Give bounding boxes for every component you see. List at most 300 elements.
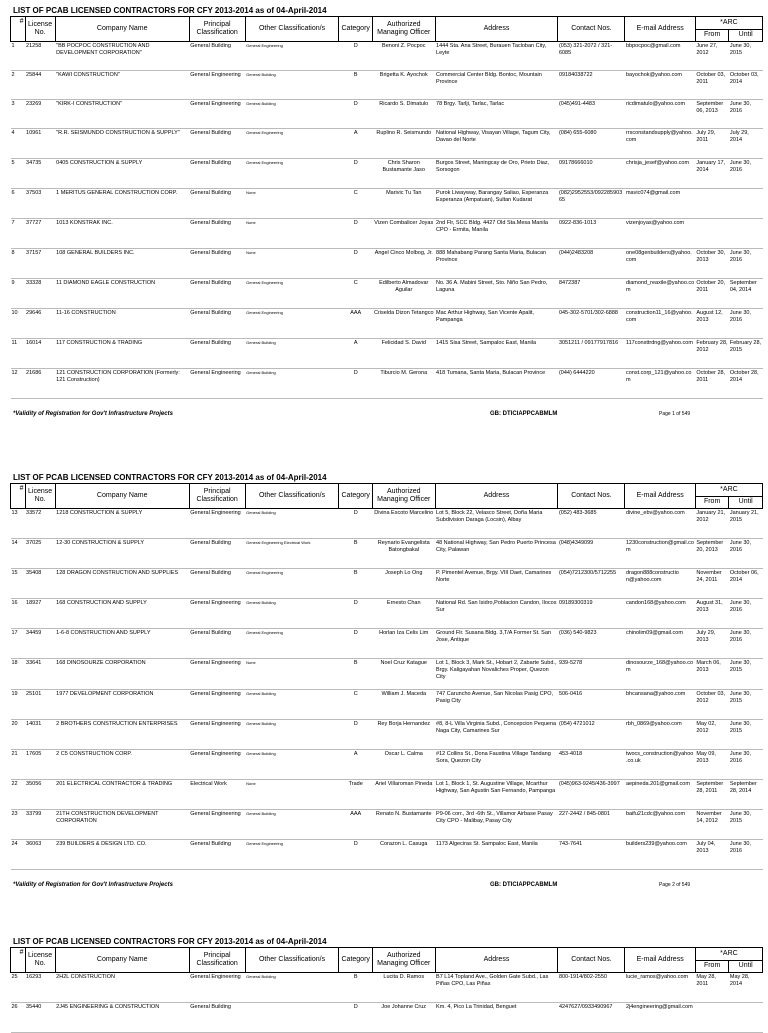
table-row	[11, 1003, 763, 1033]
license-number: 25101	[25, 690, 55, 720]
col-header-address: Address	[435, 484, 558, 509]
principal-classification: General Building	[189, 129, 245, 159]
license-number: 34459	[25, 629, 55, 659]
col-header-arc-until: Until	[729, 29, 763, 42]
address: No. 36 A. Mabini Street, Sto. Niño San Pedro, Laguna	[435, 279, 558, 309]
other-classification: None	[245, 659, 339, 690]
arc-from: January 17, 2014	[695, 159, 729, 189]
col-header-category: Category	[339, 484, 373, 509]
col-header-arc-until: Until	[729, 960, 763, 973]
table-row	[11, 249, 763, 279]
category: Trade	[339, 780, 373, 810]
row-number: 14	[11, 539, 26, 569]
principal-classification: General Building	[189, 629, 245, 659]
row-number: 12	[11, 369, 26, 399]
col-header-principal: Principal Classification	[189, 948, 245, 973]
managing-officer: Ariel Villaroman Pineda	[372, 780, 435, 810]
email-address: builders239@yahoo.com	[625, 840, 695, 870]
arc-until: June 30, 2015	[729, 810, 763, 840]
table-row	[11, 71, 763, 100]
principal-classification: General Building	[189, 249, 245, 279]
table-row	[11, 159, 763, 189]
company-name: 11 DIAMOND EAGLE CONSTRUCTION	[55, 279, 189, 309]
col-header-arc: *ARC	[695, 948, 762, 961]
col-header-category: Category	[339, 948, 373, 973]
header-row	[11, 17, 763, 30]
address: Burgos Street, Maningcay de Oro, Prieto Diaz, Sorsogon	[435, 159, 558, 189]
other-classification: General Building	[245, 720, 339, 750]
email-address: aepineda.201@gmail.com	[625, 780, 695, 810]
address: 1444 Sta. Ana Street, Burauen Tacloban City, Leyte	[435, 42, 558, 71]
contact-numbers: (045)963-9245/436-3997	[558, 780, 625, 810]
col-header-arc-from: From	[695, 29, 729, 42]
category: D	[339, 249, 373, 279]
contact-numbers: (036) 540-9823	[558, 629, 625, 659]
page-footer	[0, 870, 768, 902]
license-number: 37025	[25, 539, 55, 569]
category: B	[339, 71, 373, 100]
col-header-contact: Contact Nos.	[558, 484, 625, 509]
arc-from	[695, 189, 729, 219]
page-section	[0, 936, 768, 1033]
address: P9-06 corr., 3rd -6th St., Villamor Airbase Pasay City CPO - Malibay, Pasay City	[435, 810, 558, 840]
other-classification	[245, 1003, 339, 1033]
other-classification: None	[245, 780, 339, 810]
arc-from: October 20, 2011	[695, 279, 729, 309]
email-address: diamond_reaxile@yahoo.com	[625, 279, 695, 309]
license-number: 35408	[25, 569, 55, 599]
email-address: chinolim09@gmail.com	[625, 629, 695, 659]
category: B	[339, 973, 373, 1003]
table-row	[11, 189, 763, 219]
contact-numbers: (082)2952553/09228590365	[558, 189, 625, 219]
managing-officer: Corazon L. Casuga	[372, 840, 435, 870]
principal-classification: General Building	[189, 189, 245, 219]
col-header-officer: Authorized Managing Officer	[372, 484, 435, 509]
company-name: "KAWI CONSTRUCTION"	[55, 71, 189, 100]
arc-from: May 02, 2012	[695, 720, 729, 750]
contact-numbers: 09184038722	[558, 71, 625, 100]
email-address: mavic074@gmail.com	[625, 189, 695, 219]
email-address: bbpocpoc@gmail.com	[625, 42, 695, 71]
col-header-address: Address	[435, 948, 558, 973]
address: 1173 Algeciras St. Sampaloc East, Manila	[435, 840, 558, 870]
principal-classification: General Engineering	[189, 659, 245, 690]
company-name: 1-6-8 CONSTRUCTION AND SUPPLY	[55, 629, 189, 659]
arc-until	[729, 1003, 763, 1033]
row-number: 4	[11, 129, 26, 159]
address: Lot 1, Block 3, Mark St., Hobart 2, Zabarte Subd., Brgy. Kaligayahan Novaliches Proper, Quezon City	[435, 659, 558, 690]
license-number: 35440	[25, 1003, 55, 1033]
arc-from: November 14, 2012	[695, 810, 729, 840]
company-name: 11-16 CONSTRUCTION	[55, 309, 189, 339]
company-name: 1 MERITUS GENERAL CONSTRUCTION CORP.	[55, 189, 189, 219]
arc-until: June 30, 2016	[729, 629, 763, 659]
table-row	[11, 369, 763, 399]
category: D	[339, 720, 373, 750]
company-name: "KIRK-I CONSTRUCTION"	[55, 100, 189, 129]
other-classification: General Building	[245, 810, 339, 840]
category: D	[339, 629, 373, 659]
other-classification: General Engineering	[245, 309, 339, 339]
contractors-table	[10, 16, 763, 399]
arc-from: September 20, 2013	[695, 539, 729, 569]
contact-numbers: 09178666010	[558, 159, 625, 189]
arc-from: October 03, 2011	[695, 71, 729, 100]
row-number: 2	[11, 71, 26, 100]
arc-from: June 27, 2012	[695, 42, 729, 71]
page-section	[0, 472, 768, 902]
principal-classification: General Engineering	[189, 720, 245, 750]
row-number: 26	[11, 1003, 26, 1033]
address: Ground Flr. Susana Bldg. 3,T/A Former St. San Jose, Antique	[435, 629, 558, 659]
col-header-license: License No.	[25, 17, 55, 42]
other-classification: General Building	[245, 599, 339, 629]
row-number: 24	[11, 840, 26, 870]
address: #12 Collins St., Dona Faustina Village Tandang Sora, Quezon City	[435, 750, 558, 780]
category: D	[339, 840, 373, 870]
company-name: "BB POCPOC CONSTRUCTION AND DEVELOPMENT CORPORATION"	[55, 42, 189, 71]
row-number: 23	[11, 810, 26, 840]
arc-from: October 30, 2013	[695, 249, 729, 279]
managing-officer: Divina Escoto Marcelino	[372, 509, 435, 539]
managing-officer: Ruplino R. Seismundo	[372, 129, 435, 159]
col-header-arc: *ARC	[695, 484, 762, 497]
other-classification: General Engineering Electrical Work	[245, 539, 339, 569]
page-section	[0, 5, 768, 431]
arc-until: June 30, 2016	[729, 159, 763, 189]
table-row	[11, 973, 763, 1003]
arc-until: June 30, 2016	[729, 100, 763, 129]
validity-note: *Validity of Registration for Gov't Infrastructure Projects	[13, 882, 173, 888]
category: C	[339, 189, 373, 219]
table-row	[11, 219, 763, 249]
arc-from: May 09, 2013	[695, 750, 729, 780]
email-address: 1230construction@gmail.com	[625, 539, 695, 569]
col-header-principal: Principal Classification	[189, 484, 245, 509]
table-row	[11, 629, 763, 659]
other-classification: General Engineering	[245, 569, 339, 599]
col-header-arc-from: From	[695, 496, 729, 509]
category: D	[339, 509, 373, 539]
other-classification: General Building	[245, 369, 339, 399]
row-number: 8	[11, 249, 26, 279]
email-address: lucie_ramos@yahoo.com	[625, 973, 695, 1003]
contact-numbers: 4247627/0933490967	[558, 1003, 625, 1033]
category: B	[339, 659, 373, 690]
principal-classification: General Building	[189, 840, 245, 870]
managing-officer: Marivic Tu Tan	[372, 189, 435, 219]
principal-classification: General Building	[189, 569, 245, 599]
company-name: 2J45 ENGINEERING & CONSTRUCTION	[55, 1003, 189, 1033]
address: 418 Tumana, Santa Maria, Bulacan Province	[435, 369, 558, 399]
contact-numbers: 743-7641	[558, 840, 625, 870]
company-name: 0405 CONSTRUCTION & SUPPLY	[55, 159, 189, 189]
row-number: 3	[11, 100, 26, 129]
principal-classification: General Engineering	[189, 369, 245, 399]
row-number: 5	[11, 159, 26, 189]
row-number: 15	[11, 569, 26, 599]
row-number: 6	[11, 189, 26, 219]
col-header-company: Company Name	[55, 17, 189, 42]
col-header-company: Company Name	[55, 948, 189, 973]
email-address: twocs_construction@yahoo.co.uk	[625, 750, 695, 780]
address: 48 National Highway, San Pedro Puerto Princesa City, Palawan	[435, 539, 558, 569]
arc-from: October 03, 2012	[695, 690, 729, 720]
address: 747 Caruncho Avenue, San Nicolas Pasig CPO, Pasig City	[435, 690, 558, 720]
arc-from: August 12, 2013	[695, 309, 729, 339]
address: Km. 4, Pico La Trinidad, Benguet	[435, 1003, 558, 1033]
row-number: 1	[11, 42, 26, 71]
category: B	[339, 569, 373, 599]
email-address: baifu21cdc@yahoo.com	[625, 810, 695, 840]
managing-officer: Felicidad S. David	[372, 339, 435, 369]
arc-from: September 06, 2013	[695, 100, 729, 129]
row-number: 18	[11, 659, 26, 690]
other-classification: None	[245, 219, 339, 249]
license-number: 29646	[25, 309, 55, 339]
col-header-contact: Contact Nos.	[558, 948, 625, 973]
contact-numbers: (048)4349099	[558, 539, 625, 569]
arc-until: June 30, 2015	[729, 720, 763, 750]
arc-from: January 21, 2012	[695, 509, 729, 539]
arc-until: September 04, 2014	[729, 279, 763, 309]
company-name: 21TH CONSTRUCTION DEVELOPMENT CORPORATION	[55, 810, 189, 840]
managing-officer: Lucita D. Ramos	[372, 973, 435, 1003]
principal-classification: General Building	[189, 1003, 245, 1033]
contact-numbers: 09189300319	[558, 599, 625, 629]
managing-officer: Ricardo S. Dimatulo	[372, 100, 435, 129]
managing-officer: Angel Cinco Molbog, Jr.	[372, 249, 435, 279]
principal-classification: Electrical Work	[189, 780, 245, 810]
license-number: 23269	[25, 100, 55, 129]
managing-officer: Chris Sharon Bustamante Jaso	[372, 159, 435, 189]
category: D	[339, 219, 373, 249]
arc-until: October 03, 2014	[729, 71, 763, 100]
managing-officer: Criselda Dizon Tetangco	[372, 309, 435, 339]
col-header-arc-from: From	[695, 960, 729, 973]
principal-classification: General Engineering	[189, 750, 245, 780]
principal-classification: General Building	[189, 309, 245, 339]
document-title: LIST OF PCAB LICENSED CONTRACTORS FOR CFY 2013-2014 as of 04-April-2014	[13, 473, 327, 482]
email-address: ricdimatulo@yahoo.com	[625, 100, 695, 129]
col-header-principal: Principal Classification	[189, 17, 245, 42]
gb-code: GB: DTICIAPPCABMLM	[490, 882, 558, 888]
arc-until: January 21, 2015	[729, 509, 763, 539]
company-name: 117 CONSTRUCTION & TRADING	[55, 339, 189, 369]
contractors-table	[10, 947, 763, 1033]
email-address: chrisja_jesef@yahoo.com	[625, 159, 695, 189]
contact-numbers: 227-2442 / 845-0801	[558, 810, 625, 840]
table-row	[11, 780, 763, 810]
other-classification: General Engineering	[245, 42, 339, 71]
address: National Rd. San Isidro,Poblacion Candon, Ilocos Sur	[435, 599, 558, 629]
managing-officer: Reynario Evangelista Batongbakal	[372, 539, 435, 569]
table-row	[11, 309, 763, 339]
category: A	[339, 339, 373, 369]
arc-from: July 29, 2013	[695, 629, 729, 659]
license-number: 37503	[25, 189, 55, 219]
other-classification: General Building	[245, 973, 339, 1003]
category: AAA	[339, 309, 373, 339]
company-name: 168 CONSTRUCTION AND SUPPLY	[55, 599, 189, 629]
col-header-officer: Authorized Managing Officer	[372, 17, 435, 42]
col-header-license: License No.	[25, 948, 55, 973]
managing-officer: Rey Borja Hernandez	[372, 720, 435, 750]
contact-numbers: (045)491-4483	[558, 100, 625, 129]
company-name: 168 DINOSOURZE CORPORATION	[55, 659, 189, 690]
other-classification: General Building	[245, 750, 339, 780]
principal-classification: General Engineering	[189, 100, 245, 129]
category: AAA	[339, 810, 373, 840]
row-number: 13	[11, 509, 26, 539]
contact-numbers: (044)2483208	[558, 249, 625, 279]
arc-from: February 28, 2012	[695, 339, 729, 369]
contact-numbers: (054) 4721012	[558, 720, 625, 750]
license-number: 21258	[25, 42, 55, 71]
category: D	[339, 42, 373, 71]
other-classification: General Building	[245, 339, 339, 369]
managing-officer: Renato N. Bustamante	[372, 810, 435, 840]
arc-until	[729, 219, 763, 249]
arc-until: June 30, 2016	[729, 750, 763, 780]
license-number: 16293	[25, 973, 55, 1003]
email-address: const.corp_121@yahoo.com	[625, 369, 695, 399]
table-row	[11, 599, 763, 629]
email-address: divine_ebv@yahoo.com	[625, 509, 695, 539]
document-title: LIST OF PCAB LICENSED CONTRACTORS FOR CFY 2013-2014 as of 04-April-2014	[13, 6, 327, 15]
other-classification: General Engineering	[245, 840, 339, 870]
contact-numbers: 939-5278	[558, 659, 625, 690]
row-number: 25	[11, 973, 26, 1003]
license-number: 14031	[25, 720, 55, 750]
arc-until: July 29, 2014	[729, 129, 763, 159]
category: C	[339, 279, 373, 309]
company-name: 1977 DEVELOPMENT CORPORATION	[55, 690, 189, 720]
category: D	[339, 100, 373, 129]
email-address: candon168@yahoo.com	[625, 599, 695, 629]
other-classification: General Building	[245, 71, 339, 100]
company-name: 201 ELECTRICAL CONTRACTOR & TRADING	[55, 780, 189, 810]
email-address: 2j4engineering@gmail.com	[625, 1003, 695, 1033]
arc-from	[695, 219, 729, 249]
page-footer	[0, 399, 768, 431]
arc-until: October 06, 2014	[729, 569, 763, 599]
table-row	[11, 339, 763, 369]
table-row	[11, 100, 763, 129]
other-classification: General Building	[245, 100, 339, 129]
email-address: rrsconstandsupply@yahoo.com	[625, 129, 695, 159]
address: #8, 8-L Villa Virginia Subd., Concepcion Pequena Naga City, Camarines Sur	[435, 720, 558, 750]
company-name: 1013 KONSTRAK INC.	[55, 219, 189, 249]
license-number: 37157	[25, 249, 55, 279]
managing-officer: Horlan Iza Celis Lim	[372, 629, 435, 659]
managing-officer: Edilberto Almadovar Aguilar	[372, 279, 435, 309]
email-address: 117consttrdng@yahoo.com	[625, 339, 695, 369]
table-row	[11, 129, 763, 159]
managing-officer: Noel Cruz Katague	[372, 659, 435, 690]
row-number: 19	[11, 690, 26, 720]
arc-from: July 29, 2011	[695, 129, 729, 159]
arc-until: June 30, 2015	[729, 42, 763, 71]
managing-officer: Tiburcio M. Gerona	[372, 369, 435, 399]
email-address: bayochok@yahoo.com	[625, 71, 695, 100]
email-address: rbh_0869@yahoo.com	[625, 720, 695, 750]
managing-officer: Oscar L. Calma	[372, 750, 435, 780]
arc-until: June 30, 2015	[729, 690, 763, 720]
email-address: bhcansana@yahoo.com	[625, 690, 695, 720]
col-header-category: Category	[339, 17, 373, 42]
col-header-email: E-mail Address	[625, 948, 695, 973]
principal-classification: General Engineering	[189, 690, 245, 720]
email-address: dragon888constructio n@yahoo.com	[625, 569, 695, 599]
contact-numbers: 3051211 / 09177917816	[558, 339, 625, 369]
col-header-email: E-mail Address	[625, 17, 695, 42]
arc-until: October 28, 2014	[729, 369, 763, 399]
header-row	[11, 484, 763, 497]
arc-until: June 30, 2016	[729, 539, 763, 569]
address: 1415 Sisa Street, Sampaloc East, Manila	[435, 339, 558, 369]
address: Lot 1, Block 1, St. Augustine Village, Mcarthur Highway, San Agustin San Fernando, Pampanga	[435, 780, 558, 810]
license-number: 36063	[25, 840, 55, 870]
row-number: 21	[11, 750, 26, 780]
license-number: 35056	[25, 780, 55, 810]
other-classification: None	[245, 189, 339, 219]
company-name: 2 C5 CONSTRUCTION CORP.	[55, 750, 189, 780]
arc-from: October 28, 2011	[695, 369, 729, 399]
principal-classification: General Building	[189, 279, 245, 309]
col-header-other: Other Classification/s	[245, 484, 339, 509]
company-name: 121 CONSTRUCTION CORPORATION (Formerly: 121 Construction)	[55, 369, 189, 399]
table-row	[11, 569, 763, 599]
company-name: 1218 CONSTRUCTION & SUPPLY	[55, 509, 189, 539]
principal-classification: General Building	[189, 339, 245, 369]
category: D	[339, 159, 373, 189]
address: Lot 5, Block 22, Velasco Street, Doña Maria Subdivision Daraga (Locsin), Albay	[435, 509, 558, 539]
arc-until: June 30, 2016	[729, 309, 763, 339]
other-classification: General Engineering	[245, 279, 339, 309]
document-title: LIST OF PCAB LICENSED CONTRACTORS FOR CFY 2013-2014 as of 04-April-2014	[13, 937, 327, 946]
managing-officer: Vizen Combalicer Joyas	[372, 219, 435, 249]
other-classification: General Building	[245, 690, 339, 720]
arc-until: September 28, 2014	[729, 780, 763, 810]
license-number: 37727	[25, 219, 55, 249]
row-number: 17	[11, 629, 26, 659]
table-row	[11, 750, 763, 780]
principal-classification: General Building	[189, 42, 245, 71]
company-name: 128 DRAGON CONSTRUCTION AND SUPPLIES	[55, 569, 189, 599]
arc-until: June 30, 2016	[729, 249, 763, 279]
contact-numbers: 045-302-5701/302-6888	[558, 309, 625, 339]
contact-numbers: (084) 655-6080	[558, 129, 625, 159]
arc-until	[729, 189, 763, 219]
principal-classification: General Engineering	[189, 810, 245, 840]
col-header-contact: Contact Nos.	[558, 17, 625, 42]
col-header-arc-until: Until	[729, 496, 763, 509]
managing-officer: Joe Johanne Cruz	[372, 1003, 435, 1033]
contractors-table	[10, 483, 763, 870]
contact-numbers: 506-0416	[558, 690, 625, 720]
arc-from: March 06, 2013	[695, 659, 729, 690]
managing-officer: William J. Maceda	[372, 690, 435, 720]
other-classification: General Building	[245, 509, 339, 539]
table-row	[11, 539, 763, 569]
email-address: vizenjoyas@yahoo.com	[625, 219, 695, 249]
category: A	[339, 750, 373, 780]
col-header-other: Other Classification/s	[245, 17, 339, 42]
contact-numbers: (052) 483-3685	[558, 509, 625, 539]
principal-classification: General Building	[189, 219, 245, 249]
